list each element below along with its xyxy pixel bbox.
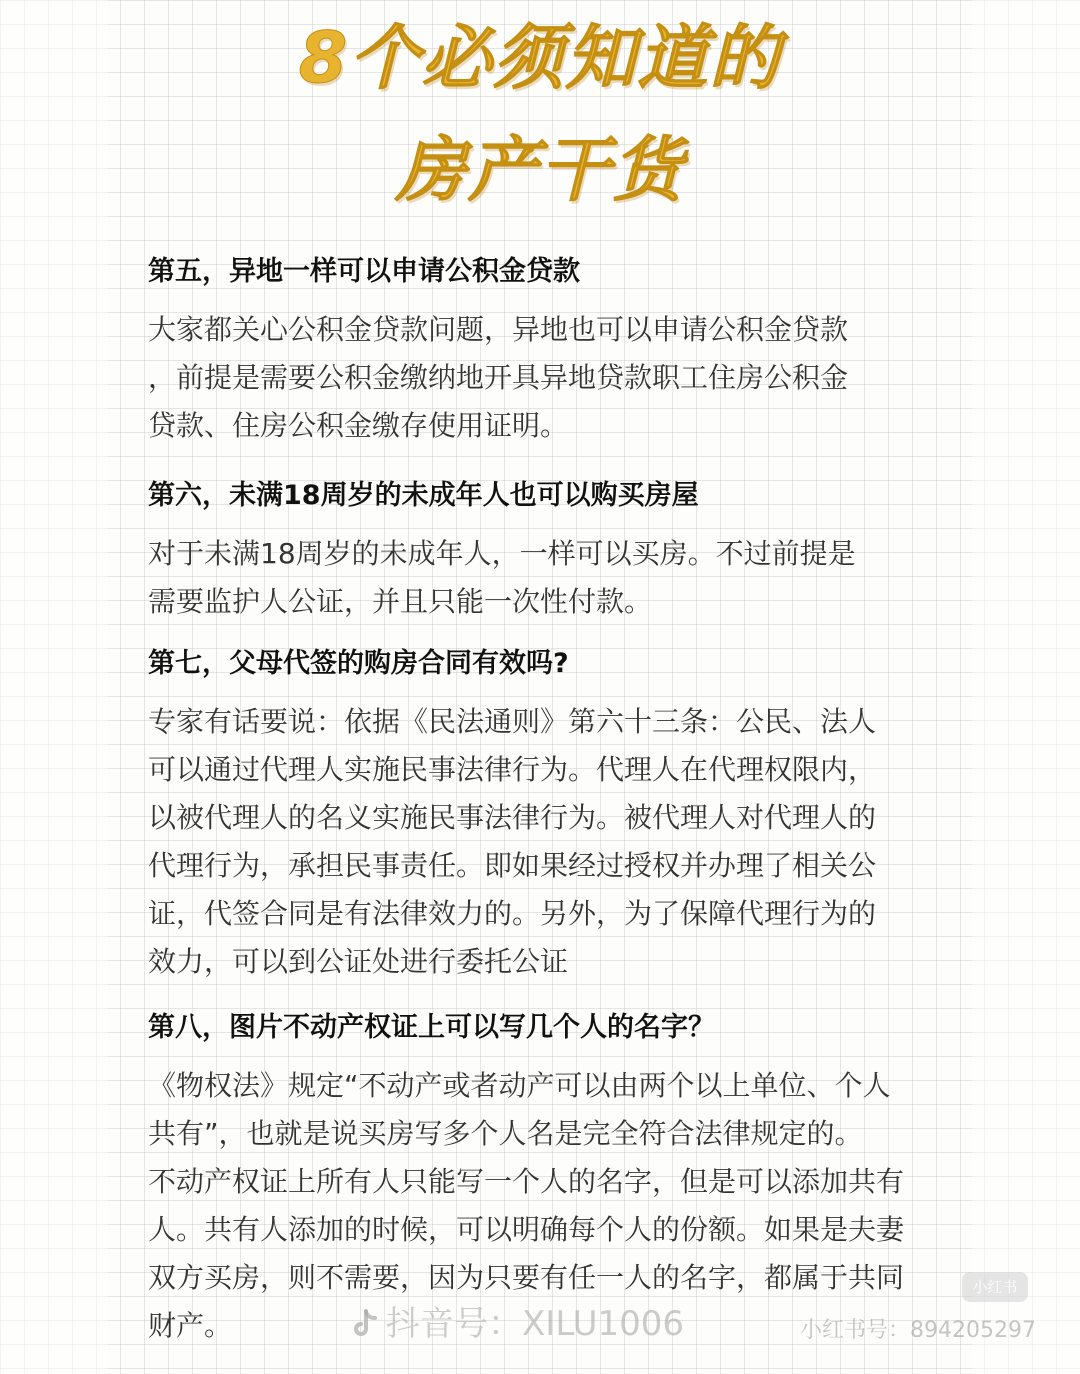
paragraph-line: 效力，可以到公证处进行委托公证 — [148, 945, 569, 978]
douyin-logo-icon — [352, 1309, 378, 1339]
section-5 — [148, 252, 968, 450]
paragraph-line: 《物权法》规定“不动产或者动产可以由两个以上单位、个人 — [148, 1069, 891, 1102]
douyin-id-text: 抖音号：XILU1006 — [386, 1304, 684, 1344]
paragraph-line: 专家有话要说：依据《民法通则》第六十三条：公民、法人 — [148, 705, 877, 738]
paragraph-line: 以被代理人的名义实施民事法律行为。被代理人对代理人的 — [148, 801, 877, 834]
paragraph-line: 代理行为，承担民事责任。即如果经过授权并办理了相关公 — [148, 849, 877, 882]
section-6 — [148, 476, 968, 626]
paragraph-line: 可以通过代理人实施民事法律行为。代理人在代理权限内， — [148, 753, 877, 786]
section-heading: 第六，未满18周岁的未成年人也可以购买房屋 — [148, 480, 699, 511]
douyin-watermark — [352, 1304, 684, 1344]
page-title-line-1: 8个必须知道的 — [298, 17, 782, 99]
paragraph-line: 共有”，也就是说买房写多个人名是完全符合法律规定的。 — [148, 1117, 863, 1150]
paragraph-line: 财产。 — [148, 1309, 233, 1342]
section-8 — [148, 1008, 968, 1350]
paragraph-line: 双方买房，则不需要，因为只要有任一人的名字，都属于共同 — [148, 1261, 905, 1294]
article-content — [148, 252, 968, 1350]
paragraph-line: 对于未满18周岁的未成年人，一样可以买房。不过前提是 — [148, 537, 856, 570]
paragraph-line: 贷款、住房公积金缴存使用证明。 — [148, 409, 569, 442]
section-heading: 第八，图片不动产权证上可以写几个人的名字？ — [148, 1012, 715, 1043]
paragraph-line: ，前提是需要公积金缴纳地开具异地贷款职工住房公积金 — [148, 361, 849, 394]
section-7 — [148, 644, 968, 986]
page-title-line-2: 房产干货 — [396, 129, 684, 211]
xiaohongshu-logo: 小红书 — [962, 1272, 1028, 1302]
section-heading: 第七，父母代签的购房合同有效吗? — [148, 648, 569, 679]
paragraph-line: 需要监护人公证，并且只能一次性付款。 — [148, 585, 653, 618]
paragraph-line: 不动产权证上所有人只能写一个人的名字，但是可以添加共有 — [148, 1165, 905, 1198]
xiaohongshu-id-watermark: 小红书号：894205297 — [800, 1318, 1036, 1343]
section-heading: 第五，异地一样可以申请公积金贷款 — [148, 256, 580, 287]
paragraph-line: 证，代签合同是有法律效力的。另外，为了保障代理行为的 — [148, 897, 877, 930]
paragraph-line: 大家都关心公积金贷款问题，异地也可以申请公积金贷款 — [148, 313, 849, 346]
paragraph-line: 人。共有人添加的时候，可以明确每个人的份额。如果是夫妻 — [148, 1213, 905, 1246]
